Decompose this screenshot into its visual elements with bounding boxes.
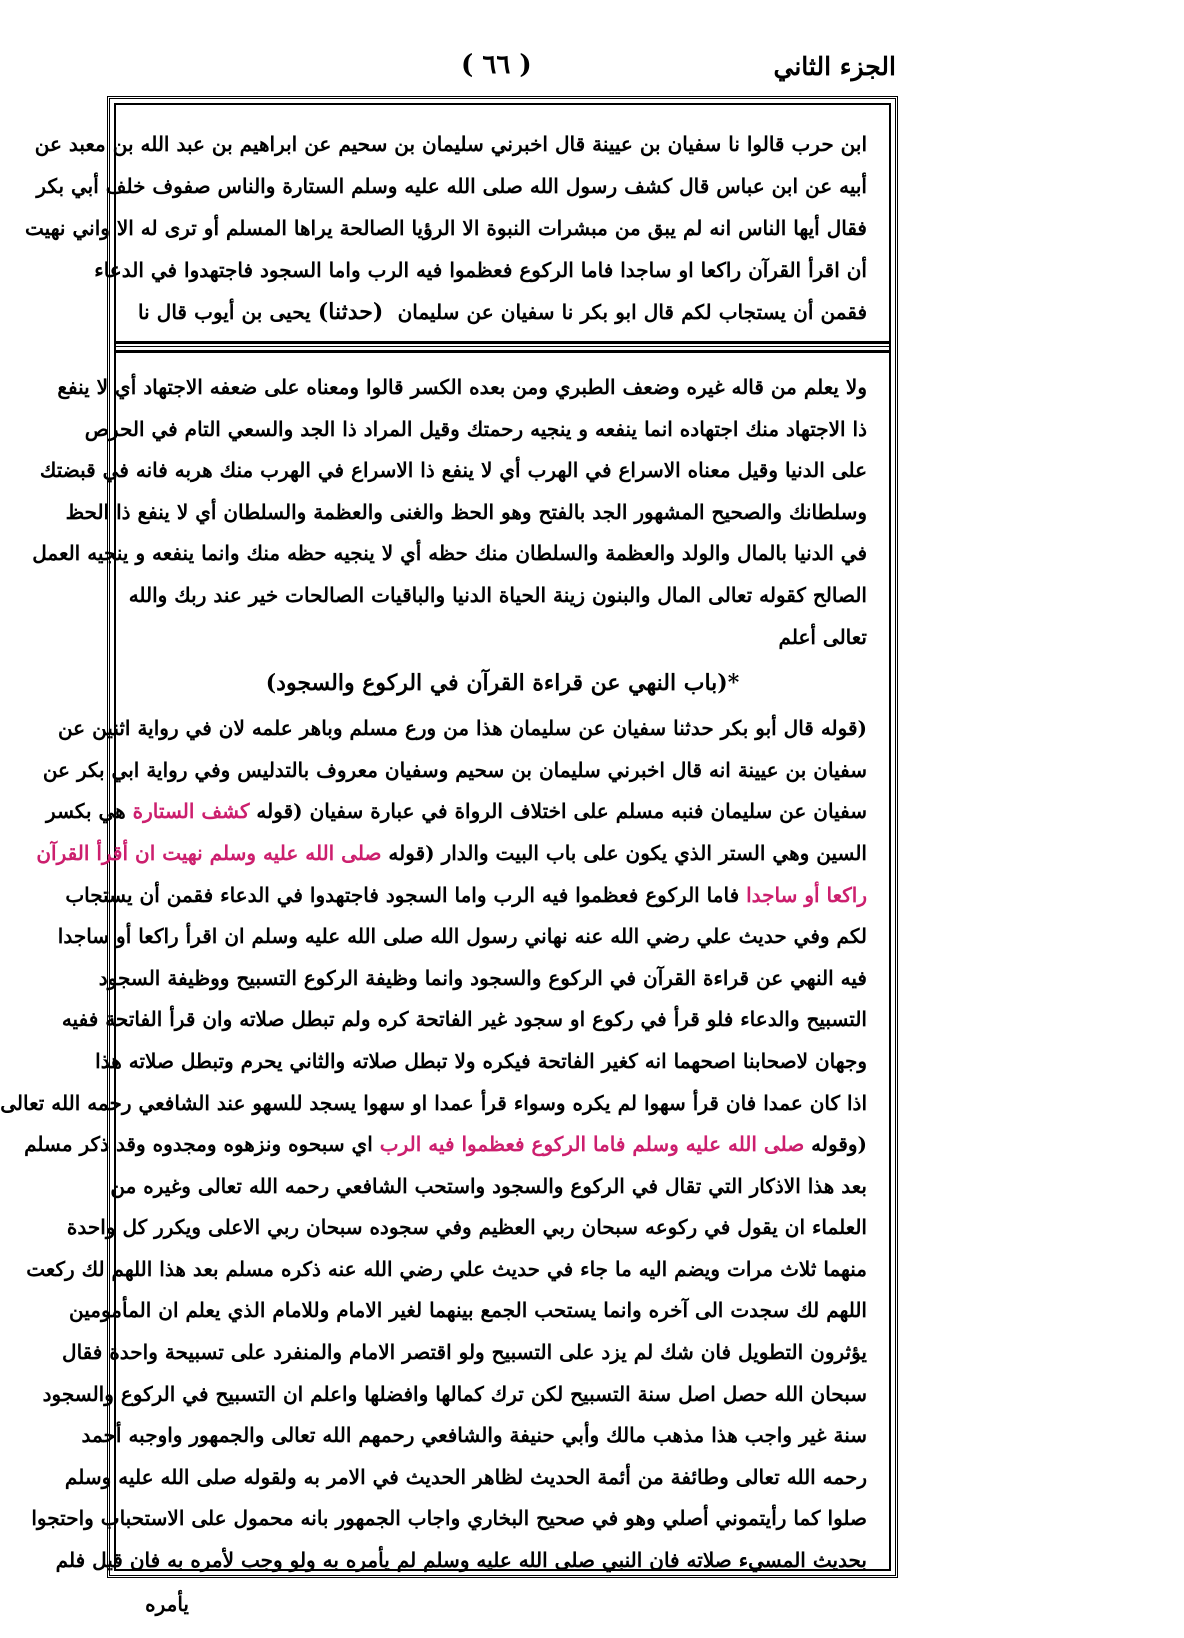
hadith-line-tail: يحيى بن أيوب قال نا xyxy=(138,300,311,324)
page-header xyxy=(106,50,896,90)
commentary-line: العلماء ان يقول في ركوعه سبحان ربي العظيم وفي سجوده سبحان ربي الاعلى ويكرر كل واحدة xyxy=(66,1215,867,1240)
commentary-line: سبحان الله حصل اصل سنة التسبيح لكن ترك كمالها وافضلها واعلم ان التسبيح في الركوع والسجود xyxy=(42,1381,867,1406)
hadith-line-text: فقمن أن يستجاب لكم قال ابو بكر نا سفيان عن سليمان xyxy=(397,300,868,324)
hadith-line: ابن حرب قالوا نا سفيان بن عيينة قال اخبرني سليمان بن سحيم عن ابراهيم بن عبد الله بن معبد عن xyxy=(34,132,867,156)
haddathana-keyword: (حدثنا) xyxy=(317,299,384,325)
commentary-text: هي بكسر xyxy=(46,799,133,824)
hadith-line: أن اقرأ القرآن راكعا او ساجدا فاما الركوع فعظموا فيه الرب واما السجود فاجتهدوا في الدعاء xyxy=(94,258,867,282)
commentary-line: وجهان لاصحابنا اصحهما انه كغير الفاتحة فيكره ولا تبطل صلاته والثاني يحرم وتبطل صلاته هذا xyxy=(95,1048,867,1073)
commentary-text: اي سبحوه ونزهوه ومجدوه وقد ذكر مسلم xyxy=(24,1132,380,1157)
commentary-line-sin xyxy=(36,833,867,875)
commentary-line-sitara xyxy=(46,791,867,833)
commentary-line: لكم وفي حديث علي رضي الله عنه نهاني رسول الله صلى الله عليه وسلم ان اقرأ راكعا أو ساجدا xyxy=(57,924,867,949)
hadith-line-last xyxy=(138,291,867,333)
section-divider xyxy=(116,341,889,353)
hadith-line: أبيه عن ابن عباس قال كشف رسول الله صلى الله عليه وسلم الستارة والناس صفوف خلف أبي بكر xyxy=(36,174,867,198)
commentary-line: التسبيح والدعاء فلو قرأ في ركوع او سجود غير الفاتحة كره ولم تبطل صلاته وان قرأ الفاتحة ففيه xyxy=(61,1007,867,1032)
commentary-line: (قوله قال أبو بكر حدثنا سفيان عن سليمان هذا من ورع مسلم وباهر علمه لان في رواية اثنين عن xyxy=(57,716,867,741)
commentary-line: على الدنيا وقيل معناه الاسراع في الهرب أي لا ينفع ذا الاسراع في الهرب منك هربه فانه في قبضتك xyxy=(39,458,867,483)
commentary-line: منهما ثلاث مرات ويضم اليه ما جاء في حديث علي رضي الله عنه ذكره مسلم بعد هذا اللهم لك ركعت xyxy=(26,1256,867,1281)
commentary-line: اللهم لك سجدت الى آخره وانما يستحب الجمع بينهما لغير الامام وللامام الذي يعلم ان المأمومين xyxy=(68,1298,867,1323)
hadith-line: فقال أيها الناس انه لم يبق من مبشرات النبوة الا الرؤيا الصالحة يراها المسلم أو ترى له الا واني نهيت xyxy=(25,216,867,240)
commentary-line: ذا الاجتهاد منك اجتهاده انما ينفعه و ينجيه رحمتك وقيل المراد ذا الجد والسعي التام في الحرص xyxy=(84,416,867,441)
commentary-line: وسلطانك والصحيح المشهور الجد بالفتح وهو الحظ والغنى والعظمة والسلطان أي لا ينفع ذا الحظ xyxy=(65,499,867,524)
commentary-line: بعد هذا الاذكار التي تقال في الركوع والسجود واستحب الشافعي رحمه الله تعالى وغيره من xyxy=(110,1173,867,1198)
commentary-line: في الدنيا بالمال والولد والعظمة والسلطان منك حظه أي لا ينجيه حظه منك وانما ينفعه و ينجيه العمل xyxy=(32,541,867,566)
hadith-text-block xyxy=(25,123,868,333)
highlighted-quote: راكعا أو ساجدا xyxy=(746,882,867,907)
commentary-line-end: تعالى أعلم xyxy=(778,624,867,649)
commentary-line: فيه النهي عن قراءة القرآن في الركوع والسجود وانما وظيفة الركوع التسبيح ووظيفة السجود xyxy=(98,965,867,990)
commentary-text: فاما الركوع فعظموا فيه الرب واما السجود فاجتهدوا في الدعاء فقمن أن يستجاب xyxy=(65,882,747,907)
catchword: يأمره xyxy=(145,1592,189,1616)
page-frame-inner xyxy=(0,103,891,1573)
commentary-line-raki xyxy=(65,875,867,917)
commentary-line: رحمه الله تعالى وطائفة من أئمة الحديث لظاهر الحديث في الامر به ولقوله صلى الله عليه وسلم xyxy=(64,1464,867,1489)
volume-title: الجزء الثاني xyxy=(773,52,896,81)
chapter-heading: *(باب النهي عن قراءة القرآن في الركوع والسجود) xyxy=(265,670,740,697)
page-frame xyxy=(0,96,898,1578)
page-number: ( ٦٦ ) xyxy=(461,50,532,80)
highlighted-quote: صلى الله عليه وسلم نهيت ان أقرأ القرآن xyxy=(36,840,382,865)
commentary-text: سفيان عن سليمان فنبه مسلم على اختلاف الرواة في عبارة سفيان (قوله xyxy=(249,799,867,824)
commentary-line: صلوا كما رأيتموني أصلي وهو في صحيح البخاري واجاب الجمهور بانه محمول على الاستحباب واحتجوا xyxy=(31,1506,867,1531)
commentary-line: ولا يعلم من قاله غيره وضعف الطبري ومن بعده الكسر قالوا ومعناه على ضعفه الاجتهاد أي لا ينفع xyxy=(57,375,867,399)
commentary-line: بحديث المسيء صلاته فان النبي صلى الله عليه وسلم لم يأمره به ولو وجب لأمره به فان قيل فلم xyxy=(55,1548,867,1573)
commentary-line: اذا كان عمدا فان قرأ سهوا لم يكره وسواء قرأ عمدا او سهوا يسجد للسهو عند الشافعي رحمه الله تعالى xyxy=(0,1090,867,1115)
commentary-text: (وقوله xyxy=(804,1132,867,1157)
highlighted-quote: كشف الستارة xyxy=(132,799,250,824)
highlighted-quote: صلى الله عليه وسلم فاما الركوع فعظموا فيه الرب xyxy=(379,1132,805,1157)
commentary-line: سنة غير واجب هذا مذهب مالك وأبي حنيفة والشافعي رحمهم الله تعالى والجمهور واوجبه أحمد xyxy=(81,1423,867,1448)
commentary-line: يؤثرون التطويل فان شك لم يزد على التسبيح ولو اقتصر الامام والمنفرد على تسبيحة واحدة فقال xyxy=(62,1340,867,1365)
commentary-line: سفيان بن عيينة انه قال اخبرني سليمان بن سحيم وسفيان معروف بالتدليس وفي رواية ابي بكر عن xyxy=(42,757,867,782)
commentary-line-azzimu xyxy=(24,1124,867,1166)
commentary-text: السين وهي الستر الذي يكون على باب البيت والدار (قوله xyxy=(381,840,867,865)
commentary-line: الصالح كقوله تعالى المال والبنون زينة الحياة الدنيا والباقيات الصالحات خير عند ربك والله xyxy=(128,582,867,607)
commentary-block xyxy=(0,367,867,1582)
